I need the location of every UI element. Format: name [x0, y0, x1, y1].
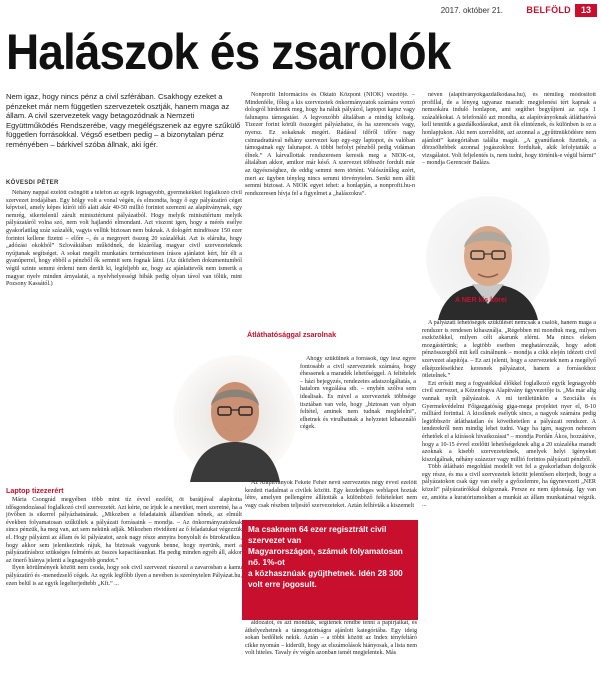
- subhead-transparency: Átláthatósággal zsarolnak: [247, 330, 337, 339]
- article-lead: Nem igaz, hogy nincs pénz a civil szférában. Csakhogy ezeket a pénzeket már nem független szervezetek osztják, hanem maga az állam. A civil szervezetek vagy betagozódnak a Nemzeti Együttműködés Rendszerébe, vagy megélégszenek az egyre szűkülő független forrásokkal. Végső esetben pedig – a bizonytalan pénz reményében – bárkivel szóba állnak, aki ígér.: [6, 92, 241, 149]
- paragraph: Ezt erősíti meg a fogyatékkal élőkkel foglalkozó egyik legnagyobb civil szervezet, a Kézenfogva Alapítvány ügyvezetője is. „Ma már alig vannak nyílt pályázatok. A mi területünkön a Szociális és Gyermekvédelmi Főigazgatóság giga-mega projektet nyer el, 8-10 milliárd forinttal. A kicsiknek esélyük sincs, a nagyok számára pedig legtöbbször átláthatatlan és követhetetlen a pályázati rendszer. A tenderekről nem mindig lehet tudni. Vagy ha igen, nagyon nehezen érhetőek el a kiírások hivatkozásai” – mondja Pordán Ákos, hozzátéve, hogy a 10-15 évvel ezelőtti lehetőségeknek alig a 20 százaléka maradt azoknak a kisebb szervezeteknek, amelyek helyi igényeket kiszolgálnak, néhány százezer vagy millió forintos pályázati pénzből.: [422, 380, 596, 463]
- issue-date: 2017. október 21.: [440, 6, 503, 15]
- section-label: BELFÖLD: [526, 5, 571, 15]
- paragraph: Az Alapítványok Fekete Fehér nevű szervezetés négy évvel ezelőtt kezdett riadalmat a civilek között. Egy kezdetleges weblapot hoztak létre, amelyen pellengérre állították a különböző feltételeket nem vagy csak részben teljesítő szervezeteket. Aztán felhívták a kiszemelt: [245, 480, 417, 509]
- paragraph: Nonprofit Információs és Oktató Központ (NIOK) vezetője. – Mindenféle, főleg a kis szervezetek önkormányzatok számára vonzó dologról hirdetnek meg, hogy ha náluk pályázol, laptopot kapsz vagy falunapra támogatást. A legvonzóbb általában a mindig költség. Tizezer forint körüli összegért pályázhatsz, és ha szerencsés vagy, nyersz. Ez sokaknak megéri. Rádásul időről időre nagy csinnadrattával néhány szervezet kap egy-egy laptopot, és valóban támogatnak egy falunapot. A többi befolyt pénzből pedig vidáman élnek.” A kárvallottak rendszeresen keresik meg a NIOK-ot, általában akkor, amikor már késő. A szervezet többször fordult már az ügyészséghez, de eddig semmi nem történt. Valószínűleg azért, mert az ügyben tényleg nincs semmi törvénytelen. Senki nem állít semmi biztosat. A NIOK egyet tehet: a honlapján, a nonprofit.hu-n rendszeresen hívja fel a figyelmet a „halászokra”.: [245, 92, 415, 197]
- paragraph: Ahogy szűkülnek a források, úgy lesz egyre fontosabb a civil szervezetek számára, hogy éhessenek a maradék lehetőséggel. A feltételek – házi bejegyzés, rendezetes adatszolgáltatás, a hatalom vegzálása stb. – enyhén szólva sem idealisak. És mivel a szervezetek többsége tisztában van vele, hogy „biztosan van olyan feltétel, aminek nem tudnak megfelelni”, elhetnek és virulhatnak a helyzetet kihasználó cégek.: [300, 356, 416, 431]
- column-2-lower: [245, 480, 417, 520]
- portrait-image: [168, 352, 302, 482]
- pull-quote-box: [242, 520, 418, 620]
- paragraph: néven (alapítványokgazdálkodasa.hu), és némileg módosított profillal, de a lényeg ugyanaz maradt: megjelenési tért kapnak a nemsokára induló honlapon, ami segíthet begyűjteni az szja 1 százalékokat. A telefonáló azt mondta, az alapítványoknak átláthatóvá kell tenniük a gazdálkodásukat, amit ők elintéznek, és különben is ez a honlapjukon. Aki nem szerződött, azt azonnal a „gyűttmüködésre nem ajánlott” kategóriában találta magát. „A gyanútlanok fizettek, a dörzsöltebbek azonnal jogászokhoz fordultak, akik lefolytatták a vizsgálatot. Volt feljelentés is, nem tudni, hogy történik-e végül bármi” – mondja Gerencsér Balázs.: [422, 92, 596, 167]
- author-byline: KÖVESDI PÉTER: [6, 180, 59, 186]
- column-2-middle: [300, 356, 416, 480]
- paragraph: áldozatot, és azt mondták, segítenek rendbe tenni a papírjaikat, és áthelyezhetnek a támogatottságra ajánlott kategóriába. Egy ideig sokan bedőltek nekik. Aztán – a többi között az Index tényfeltáró cikke nyomán – kiderült, hogy az elszámolások hiányosak, a lista nem volt hiteles. Tavaly év végén azonban ismét megjelentek. Más: [245, 620, 417, 657]
- paragraph: A pályázati lehetőségek szűkülését nemcsak a csalók, hanem maga a rendszer is rendesen kihasználja. „Régebben mi mondtuk meg, milyen eszközökkel, milyen célt akarunk elérni. Ma nincs eleken mozgástérünk; a legtöbb esetben meghatározzák, hogy adott pénzösszegből mit kell csinálnunk – mondja a cikk elején idézett civil szervezet alapítója. – Ez azt jelenti, hogy a szervezetek nem a megélyő elképzeléseikhez keresnek pályázatot, hanem a forrásokhoz ötletelnek.”: [422, 320, 596, 380]
- subhead-laptop: Laptop tizezerért: [6, 486, 64, 495]
- portrait-photo-pordan: [168, 352, 302, 482]
- column-3-top: [422, 92, 596, 188]
- paragraph: Több átlátható megoldási modellt vet fel a gyakorlatban dolgozók egy része, és ma a civil szervezetek között jelentősen elterjedt, hogy a pályázatokon csak úgy van esély a győzelemre, ha úgynevezett „NER közeli” pályázatírókkal dolgoznak. Persze ez nem újdonság. Így van ez, amióta a kuratóriumokban a munkát az állam munkatársai végzik. ...: [422, 464, 596, 509]
- page-number: 13: [575, 4, 597, 17]
- quote-line: Magyarországon, számuk folyamatosan nő. 1%-ot: [248, 547, 403, 567]
- paragraph: Ilyen körülmények között nem csoda, hogy sok civil szervezet rászorul a zavarosban a kamu pályázatíró és -menedzselő cégek. Az egyik legfőbb ilyen a nevében is szerénytelen Pályázat.hu, ezen belül is az egyik legelterjedtebb „Kft.” ...: [6, 565, 242, 587]
- page-header: [0, 4, 601, 18]
- article-headline: Halászok és zsarolók: [6, 24, 451, 80]
- paragraph: Néhány nappal ezelőtt csöngött a telefon az egyik legnagyobb, gyermekekkel foglalkozó civil szervezet irodájában. Egy hölgy volt a vonal végén, és elmondta, hogy ő egy pályázatíró céget képvisel, amely képes kiírói idő alatt akár 40-50 millió forintot szerezni az alapítványnak, egy nemrég, sikertelenül zárult minisztériumi pályázatból. Hogy melyik minisztérium melyik pályázatáról volna szó, nem volt hajlandó elmondani. Azt viszont igen, hogy a mérés esélye gyakorlatilag száz százalék, vagyis vellük biztosan nem buknak. A dologért mindössze 150 ezer forintot kellene fizetni – előre –, és a megnyert összeg 20 százalékát. Azt is elárulta, hogy „adózási okokból” Szlovákiában működnek, de kizárólag magyar civil szervezeteknek nyújtanak segítséget. A sokat megélt munkatárs természetesen írásos ajánlatot kért, hír élt a gyanúperrel, hogy ebből a pénzből ők semmit sem fognak látni. (Az útközben dokumentumból végül szinte semmi érdemi nem derült ki, legfeljebb az, hogy az ajánlattevők nem ismerik a magyar nyelv minden árnyalatát, a nyelvhelyességi hibák pedig olyan távol van tőlük, mint Pozsony Kassától.): [6, 190, 242, 288]
- column-1-bottom: [6, 482, 242, 698]
- quote-line: a közhasznúak gyűjthetnek. Idén 28 300 volt erre jogosult.: [248, 569, 403, 589]
- column-2-bottom: [245, 620, 417, 698]
- column-3-bottom: [422, 320, 596, 698]
- photo-caption-ner: A NER kis körei: [455, 297, 507, 304]
- paragraph: Mária Csongrád megyében több mint tíz évvel ezelőtt, öt barátjával alapította idősgondozással foglalkozó civil szervezetét. Azt kérte, ne írjuk le a nevüket, mert szeretné, ha a jövőben is sikerrel pályázhatnának. „Mikozben a feladataink állandóan nőnek, az elmúlt években folyamatosan szűkültek a pályázati forrásaink – mondja. – Az önkormányzatoknak sincs pénzük, ha meg van, azt sem nekünk adják. Mikozben rövidíteni az ő feladatukat végezzük el. Hogy pályázni az állam és ki pályázatot, azok nagy része annyira bonyolult és bürokratikus, hogy akkor sem jelentkezünk rájuk, ha biztosak vagyunk benne, hogy nyerünk, mert a pályázatíráshoz szükséges felmérés az összes kapacitásunkat. Ha pedig minden egyéb áll, akkor az önerő hiánya jelenti a legnagyobb gondot.”: [6, 497, 242, 564]
- quote-line: Ma csaknem 64 ezer regisztrált civil szervezet van: [248, 525, 387, 545]
